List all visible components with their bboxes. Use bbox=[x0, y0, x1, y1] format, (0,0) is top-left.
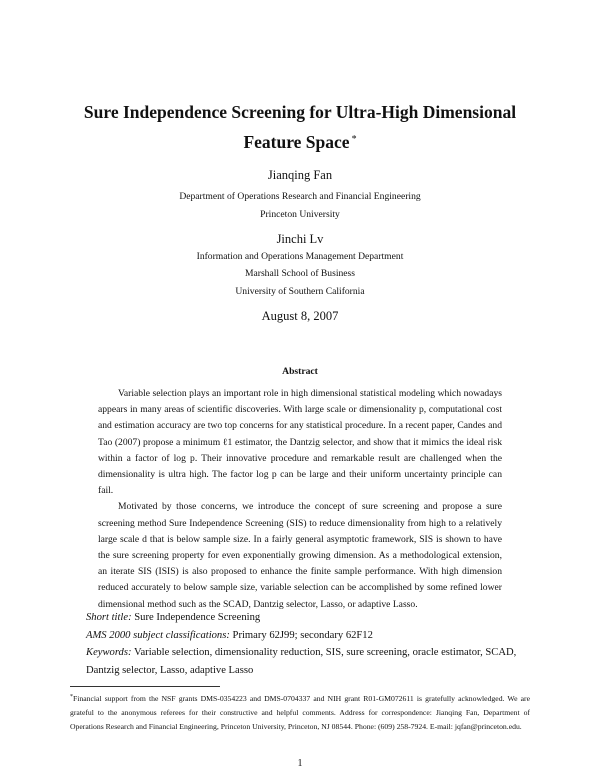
paper-date: August 8, 2007 bbox=[261, 309, 339, 323]
abstract-paragraph-1: Variable selection plays an important role in high dimensional statistical modeling which nowadays appears in many areas of scientific discoveries. With large scale or dimensionality p, computational cost and estimation accuracy are two top concerns for any statistical procedure. In a recent paper, Candes and Tao (2007) propose a minimum ℓ1 estimator, the Dantzig selector, and show that it mimics the ideal risk within a factor of log p. Their innovative procedure and remarkable result are challenged when the dimensionality is ultra high. The factor log p can be large and their uniform uncertainty principle can fail. bbox=[98, 388, 502, 497]
footnote-rule bbox=[70, 686, 220, 687]
author-2-affiliation-school: Marshall School of Business bbox=[244, 268, 356, 279]
abstract-paragraph-2: Motivated by those concerns, we introduce the concept of sure screening and propose a sure screening method Sure Independence Screening (SIS) to reduce dimensionality from high to a relatively large scale d that is below sample size. In a fairly general asymptotic framework, SIS is shown to have the sure screening property for even exponentially growing dimension. As a methodological extension, an iterate SIS (ISIS) is also proposed to enhance the finite sample performance. With high dimension reduced accurately to below sample size, variable selection can be accomplished by some refined lower dimensional method such as the SCAD, Dantzig selector, Lasso, or adaptive Lasso. bbox=[98, 501, 502, 610]
author-2-affiliation-dept: Information and Operations Management Department bbox=[196, 251, 404, 262]
keywords-line bbox=[86, 644, 526, 679]
abstract-heading: Abstract bbox=[282, 366, 318, 377]
metadata-block bbox=[86, 609, 526, 679]
footnote bbox=[70, 690, 530, 734]
keywords-value: Variable selection, dimensionality reduction, SIS, sure screening, oracle estimator, SCAD, Dantzig selector, Lasso, adaptive Lasso bbox=[86, 647, 517, 676]
title-footnote-mark: * bbox=[351, 134, 357, 145]
paper-title bbox=[0, 98, 600, 156]
ams-label: AMS 2000 subject classifications: bbox=[86, 629, 230, 641]
author-2-affiliation-univ: University of Southern California bbox=[235, 286, 365, 297]
footnote-text: Financial support from the NSF grants DMS-0354223 and DMS-0704337 and NIH grant R01-GM072611 is gratefully acknowledged. We are grateful to the anonymous referees for their constructive and helpful comments. Address for correspondence: Jianqing Fan, Department of Operations Research and Financial Engineering, Princeton University, Princeton, NJ 08544. Phone: (609) 258-7924. E-mail: jqfan@princeton.edu. bbox=[70, 694, 530, 731]
footnote-mark: * bbox=[70, 694, 73, 700]
ams-value: Primary 62J99; secondary 62F12 bbox=[232, 629, 373, 641]
author-1-name: Jianqing Fan bbox=[267, 168, 333, 182]
author-2-name: Jinchi Lv bbox=[276, 232, 324, 246]
author-1-affiliation-dept: Department of Operations Research and Financial Engineering bbox=[179, 191, 421, 202]
page-number: 1 bbox=[297, 758, 303, 769]
ams-line bbox=[86, 627, 526, 645]
short-title-line bbox=[86, 609, 526, 627]
short-title-value: Sure Independence Screening bbox=[134, 612, 261, 623]
title-line-2 bbox=[0, 126, 600, 156]
title-line-2-text: Feature Space bbox=[243, 132, 350, 152]
title-line-1: Sure Independence Screening for Ultra-High Dimensional bbox=[83, 102, 517, 122]
keywords-label: Keywords: bbox=[86, 647, 132, 658]
abstract-body bbox=[98, 386, 502, 613]
short-title-label: Short title: bbox=[86, 612, 132, 623]
author-1-affiliation-univ: Princeton University bbox=[260, 209, 340, 220]
